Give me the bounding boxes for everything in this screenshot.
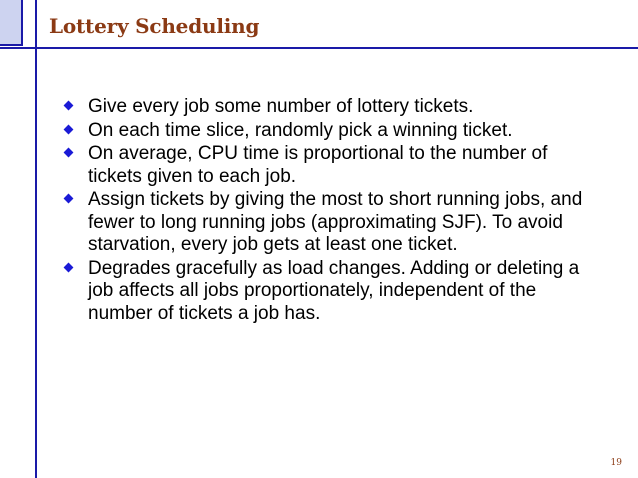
diamond-bullet-icon (64, 194, 74, 204)
bullet-item (62, 120, 602, 143)
diamond-bullet-icon (64, 124, 74, 134)
frame-horizontal-line (0, 47, 638, 49)
bullet-item (62, 143, 602, 188)
corner-decoration-box (0, 0, 23, 46)
bullet-text: Degrades gracefully as load changes. Adding or deleting a job affects all jobs proportionately, independent of the number of tickets a job has. (88, 257, 580, 324)
diamond-bullet-icon (64, 148, 74, 158)
bullet-item (62, 258, 602, 326)
bullet-text: Assign tickets by giving the most to short running jobs, and fewer to long running jobs (approximating SJF). To avoid starvation, every job gets at least one ticket. (88, 189, 583, 255)
diamond-bullet-icon (64, 262, 74, 272)
bullet-text: On each time slice, randomly pick a winning ticket. (88, 119, 513, 141)
bullet-item (62, 189, 602, 257)
bullet-text: On average, CPU time is proportional to the number of tickets given to each job. (88, 143, 548, 187)
frame-vertical-line (35, 0, 37, 478)
bullet-text: Give every job some number of lottery tickets. (88, 96, 474, 117)
page-number: 19 (610, 458, 622, 468)
bullet-list (62, 96, 602, 326)
slide-title: Lottery Scheduling (49, 14, 260, 38)
bullet-item (62, 96, 602, 119)
diamond-bullet-icon (64, 101, 74, 111)
